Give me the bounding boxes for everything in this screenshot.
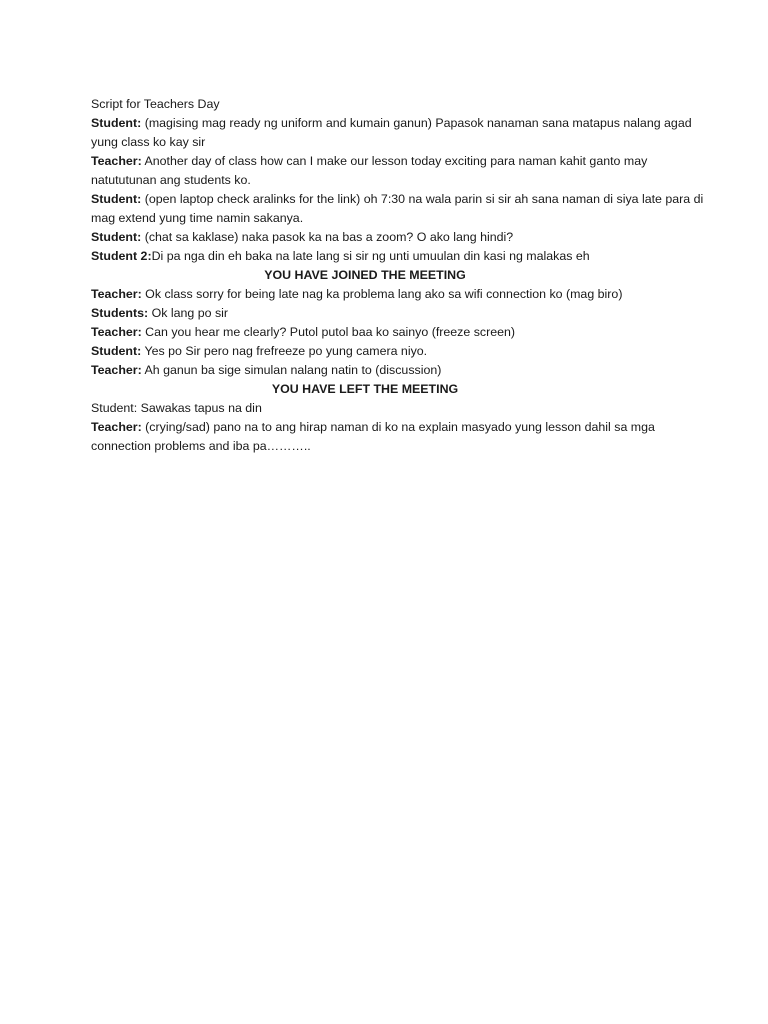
dialogue-text: (chat sa kaklase) naka pasok ka na bas a zoom? O ako lang hindi? bbox=[141, 230, 514, 244]
meeting-status-line: YOU HAVE LEFT THE MEETING bbox=[271, 382, 459, 396]
dialogue-line bbox=[91, 247, 708, 266]
dialogue-line bbox=[91, 285, 708, 304]
speaker-label: Teacher: bbox=[91, 363, 142, 377]
dialogue-line bbox=[91, 323, 708, 342]
dialogue-text: (open laptop check aralinks for the link) oh 7:30 na wala parin si sir ah sana naman di siya late para di mag extend yung time namin sakanya. bbox=[91, 192, 704, 225]
dialogue-text: Ok class sorry for being late nag ka problema lang ako sa wifi connection ko (mag biro) bbox=[141, 287, 623, 301]
dialogue-line bbox=[91, 228, 708, 247]
dialogue-text: (magising mag ready ng uniform and kumain ganun) Papasok nanaman sana matapus nalang agad yung class ko kay sir bbox=[91, 116, 692, 149]
dialogue-text: Di pa nga din eh baka na late lang si sir ng unti umuulan din kasi ng malakas eh bbox=[151, 249, 590, 263]
document-title: Script for Teachers Day bbox=[91, 97, 220, 111]
speaker-label: Teacher: bbox=[91, 325, 142, 339]
speaker-label: Students: bbox=[91, 306, 149, 320]
speaker-label: Teacher: bbox=[91, 287, 142, 301]
meeting-status-line: YOU HAVE JOINED THE MEETING bbox=[264, 268, 466, 282]
dialogue-text: Yes po Sir pero nag frefreeze po yung camera niyo. bbox=[141, 344, 428, 358]
speaker-label: Teacher: bbox=[91, 154, 142, 168]
dialogue-line: Student: Sawakas tapus na din bbox=[91, 401, 262, 415]
dialogue-text: (crying/sad) pano na to ang hirap naman di ko na explain masyado yung lesson dahil sa mga connection problems and iba pa……….. bbox=[91, 420, 655, 453]
dialogue-line bbox=[91, 342, 708, 361]
dialogue-line bbox=[91, 152, 708, 190]
script-body bbox=[91, 114, 708, 456]
dialogue-line bbox=[91, 190, 708, 228]
dialogue-line bbox=[91, 304, 708, 323]
speaker-label: Student: bbox=[91, 344, 142, 358]
speaker-label: Student: bbox=[91, 192, 142, 206]
dialogue-text: Can you hear me clearly? Putol putol baa ko sainyo (freeze screen) bbox=[141, 325, 516, 339]
dialogue-line bbox=[91, 361, 708, 380]
dialogue-text: Ok lang po sir bbox=[148, 306, 229, 320]
dialogue-line bbox=[91, 114, 708, 152]
dialogue-line bbox=[91, 418, 708, 456]
speaker-label: Student: bbox=[91, 116, 142, 130]
dialogue-text: Another day of class how can I make our lesson today exciting para naman kahit ganto may natututunan ang students ko. bbox=[91, 154, 648, 187]
speaker-label: Student: bbox=[91, 230, 142, 244]
dialogue-text: Ah ganun ba sige simulan nalang natin to (discussion) bbox=[141, 363, 442, 377]
speaker-label: Teacher: bbox=[91, 420, 142, 434]
speaker-label: Student 2: bbox=[91, 249, 152, 263]
